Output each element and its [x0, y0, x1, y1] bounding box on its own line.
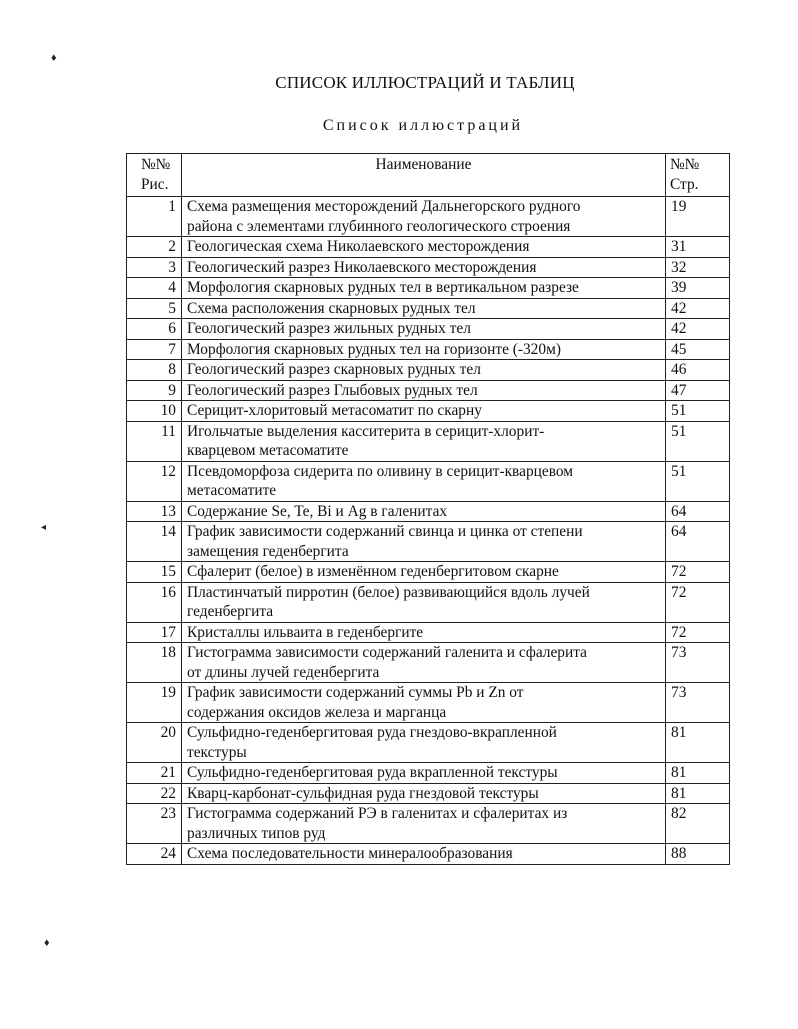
figure-number-cell: 20: [127, 723, 182, 763]
figure-name-cell: [182, 380, 666, 401]
illustrations-table-body: [127, 154, 730, 865]
figure-number-cell: 24: [127, 844, 182, 865]
figure-name-line: содержания оксидов железа и марганца: [187, 703, 447, 721]
table-row: [127, 461, 730, 501]
figure-number-cell: 15: [127, 562, 182, 583]
figure-name-cell: [182, 421, 666, 461]
table-row: [127, 197, 730, 237]
figure-name-line: Схема расположения скарновых рудных тел: [187, 299, 476, 317]
section-subtitle: Список иллюстраций: [322, 117, 524, 134]
table-row: [127, 501, 730, 522]
figure-name-cell: [182, 339, 666, 360]
figure-name-line: Кварц-карбонат-сульфидная руда гнездовой текстуры: [187, 784, 539, 802]
figure-number-cell: 14: [127, 522, 182, 562]
header-page-number: [666, 154, 730, 197]
table-row: [127, 421, 730, 461]
figure-name-line: различных типов руд: [187, 824, 326, 842]
table-row: [127, 360, 730, 381]
figure-name-line: метасоматите: [187, 482, 277, 499]
table-row: [127, 257, 730, 278]
page-number-cell: 72: [666, 562, 730, 583]
table-row: [127, 783, 730, 804]
figure-name-line: Серицит-хлоритовый метасоматит по скарну: [187, 402, 482, 419]
figure-number-cell: 5: [127, 298, 182, 319]
figure-name-cell: [182, 237, 666, 258]
figure-name-line: Сфалерит (белое) в изменённом геденбергитовом скарне: [187, 563, 559, 580]
scan-speck-mark: ◂: [41, 522, 47, 533]
page-number-cell: 82: [666, 804, 730, 844]
figure-number-cell: 4: [127, 278, 182, 299]
figure-name-cell: [182, 562, 666, 583]
figure-name-cell: [182, 319, 666, 340]
header-page-number-line1: №№: [670, 156, 700, 173]
table-header-row: [127, 154, 730, 197]
figure-name-cell: [182, 643, 666, 683]
page-number-cell: 32: [666, 257, 730, 278]
page-number-cell: 31: [666, 237, 730, 258]
table-row: [127, 622, 730, 643]
page-number-cell: 47: [666, 380, 730, 401]
figure-name-cell: [182, 360, 666, 381]
figure-number-cell: 17: [127, 622, 182, 643]
page-number-cell: 42: [666, 298, 730, 319]
page-number-cell: 42: [666, 319, 730, 340]
table-row: [127, 683, 730, 723]
figure-name-cell: [182, 804, 666, 844]
header-figure-number-line2: Рис.: [141, 175, 169, 193]
figure-name-line: Псевдоморфоза сидерита по оливину в серицит-кварцевом: [187, 462, 574, 480]
header-figure-number-line1: №№: [141, 156, 171, 173]
figure-name-line: Геологический разрез Николаевского месторождения: [187, 258, 537, 276]
page-number-cell: 51: [666, 461, 730, 501]
figure-number-cell: 12: [127, 461, 182, 501]
figure-name-cell: [182, 844, 666, 865]
table-row: [127, 643, 730, 683]
figure-name-cell: [182, 582, 666, 622]
page-number-cell: 64: [666, 501, 730, 522]
figure-number-cell: 23: [127, 804, 182, 844]
scan-speck-mark: ♦: [51, 52, 57, 64]
header-figure-number: [127, 154, 182, 197]
page-number-cell: 81: [666, 763, 730, 784]
figure-name-line: График зависимости содержаний свинца и цинка от степени: [187, 523, 583, 540]
table-row: [127, 278, 730, 299]
figure-name-cell: [182, 197, 666, 237]
figure-number-cell: 10: [127, 401, 182, 422]
figure-number-cell: 19: [127, 683, 182, 723]
figure-name-line: Геологический разрез жильных рудных тел: [187, 320, 471, 337]
page-number-cell: 51: [666, 421, 730, 461]
table-row: [127, 319, 730, 340]
figure-name-line: Морфология скарновых рудных тел в вертикальном разрезе: [187, 279, 579, 296]
page-number-cell: 81: [666, 723, 730, 763]
table-row: [127, 401, 730, 422]
figure-number-cell: 1: [127, 197, 182, 237]
figure-name-cell: [182, 723, 666, 763]
figure-name-line: Гистограмма содержаний РЭ в галенитах и сфалеритах из: [187, 805, 568, 822]
page-number-cell: 72: [666, 582, 730, 622]
figure-name-cell: [182, 622, 666, 643]
page-number-cell: 46: [666, 360, 730, 381]
figure-name-cell: [182, 683, 666, 723]
figure-number-cell: 9: [127, 380, 182, 401]
figure-name-line: Морфология скарновых рудных тел на горизонте (-320м): [187, 340, 561, 358]
figure-name-cell: [182, 401, 666, 422]
figure-name-line: геденбергита: [187, 603, 274, 620]
page-number-cell: 39: [666, 278, 730, 299]
table-row: [127, 562, 730, 583]
header-page-number-line2: Стр.: [670, 175, 699, 193]
header-name: Наименование: [182, 154, 666, 197]
figure-number-cell: 7: [127, 339, 182, 360]
table-row: [127, 339, 730, 360]
figure-name-line: кварцевом метасоматите: [187, 442, 349, 459]
figure-name-cell: [182, 522, 666, 562]
table-row: [127, 237, 730, 258]
figure-number-cell: 16: [127, 582, 182, 622]
figure-number-cell: 11: [127, 421, 182, 461]
page-number-cell: 73: [666, 643, 730, 683]
table-row: [127, 804, 730, 844]
figure-name-cell: [182, 278, 666, 299]
figure-name-line: района с элементами глубинного геологического строения: [187, 217, 571, 235]
figure-number-cell: 6: [127, 319, 182, 340]
figure-name-line: Геологический разрез Глыбовых рудных тел: [187, 381, 478, 399]
figure-number-cell: 18: [127, 643, 182, 683]
figure-name-cell: [182, 461, 666, 501]
figure-name-cell: [182, 298, 666, 319]
figure-number-cell: 8: [127, 360, 182, 381]
figure-number-cell: 2: [127, 237, 182, 258]
scan-speck-mark: ♦: [44, 937, 50, 949]
figure-number-cell: 21: [127, 763, 182, 784]
figure-name-line: текстуры: [187, 743, 247, 761]
page-number-cell: 51: [666, 401, 730, 422]
table-row: [127, 763, 730, 784]
figure-name-line: Пластинчатый пирротин (белое) развивающийся вдоль лучей: [187, 583, 590, 601]
figure-name-line: Сульфидно-геденбергитовая руда вкрапленной текстуры: [187, 764, 558, 781]
table-row: [127, 844, 730, 865]
table-row: [127, 522, 730, 562]
figure-name-line: Схема размещения месторождений Дальнегорского рудного: [187, 198, 581, 215]
figure-name-cell: [182, 783, 666, 804]
figure-name-line: замещения геденбергита: [187, 542, 349, 560]
page-number-cell: 45: [666, 339, 730, 360]
figure-name-line: Схема последовательности минералообразования: [187, 845, 513, 862]
figure-name-line: Кристаллы ильваита в геденбергите: [187, 623, 424, 641]
figure-name-cell: [182, 257, 666, 278]
figure-name-cell: [182, 501, 666, 522]
table-row: [127, 298, 730, 319]
page-title: СПИСОК ИЛЛЮСТРАЦИЙ И ТАБЛИЦ: [275, 73, 575, 92]
figure-name-cell: [182, 763, 666, 784]
figure-number-cell: 13: [127, 501, 182, 522]
figure-name-line: График зависимости содержаний суммы Pb и Zn от: [187, 684, 524, 701]
figure-name-line: Игольчатые выделения касситерита в серицит-хлорит-: [187, 422, 545, 440]
figure-name-line: Геологический разрез скарновых рудных тел: [187, 361, 481, 378]
table-row: [127, 380, 730, 401]
figure-number-cell: 3: [127, 257, 182, 278]
table-row: [127, 723, 730, 763]
figure-name-line: Геологическая схема Николаевского месторождения: [187, 238, 530, 255]
figure-name-line: Сульфидно-геденбергитовая руда гнездово-вкрапленной: [187, 724, 557, 741]
figure-number-cell: 22: [127, 783, 182, 804]
page-number-cell: 64: [666, 522, 730, 562]
table-row: [127, 582, 730, 622]
figure-name-line: от длины лучей геденбергита: [187, 663, 380, 681]
page-number-cell: 72: [666, 622, 730, 643]
page-number-cell: 88: [666, 844, 730, 865]
illustrations-table: [126, 153, 730, 865]
figure-name-line: Гистограмма зависимости содержаний галенита и сфалерита: [187, 644, 587, 661]
page-number-cell: 81: [666, 783, 730, 804]
figure-name-line: Содержание Se, Te, Bi и Ag в галенитах: [187, 502, 448, 520]
page-number-cell: 73: [666, 683, 730, 723]
page-number-cell: 19: [666, 197, 730, 237]
